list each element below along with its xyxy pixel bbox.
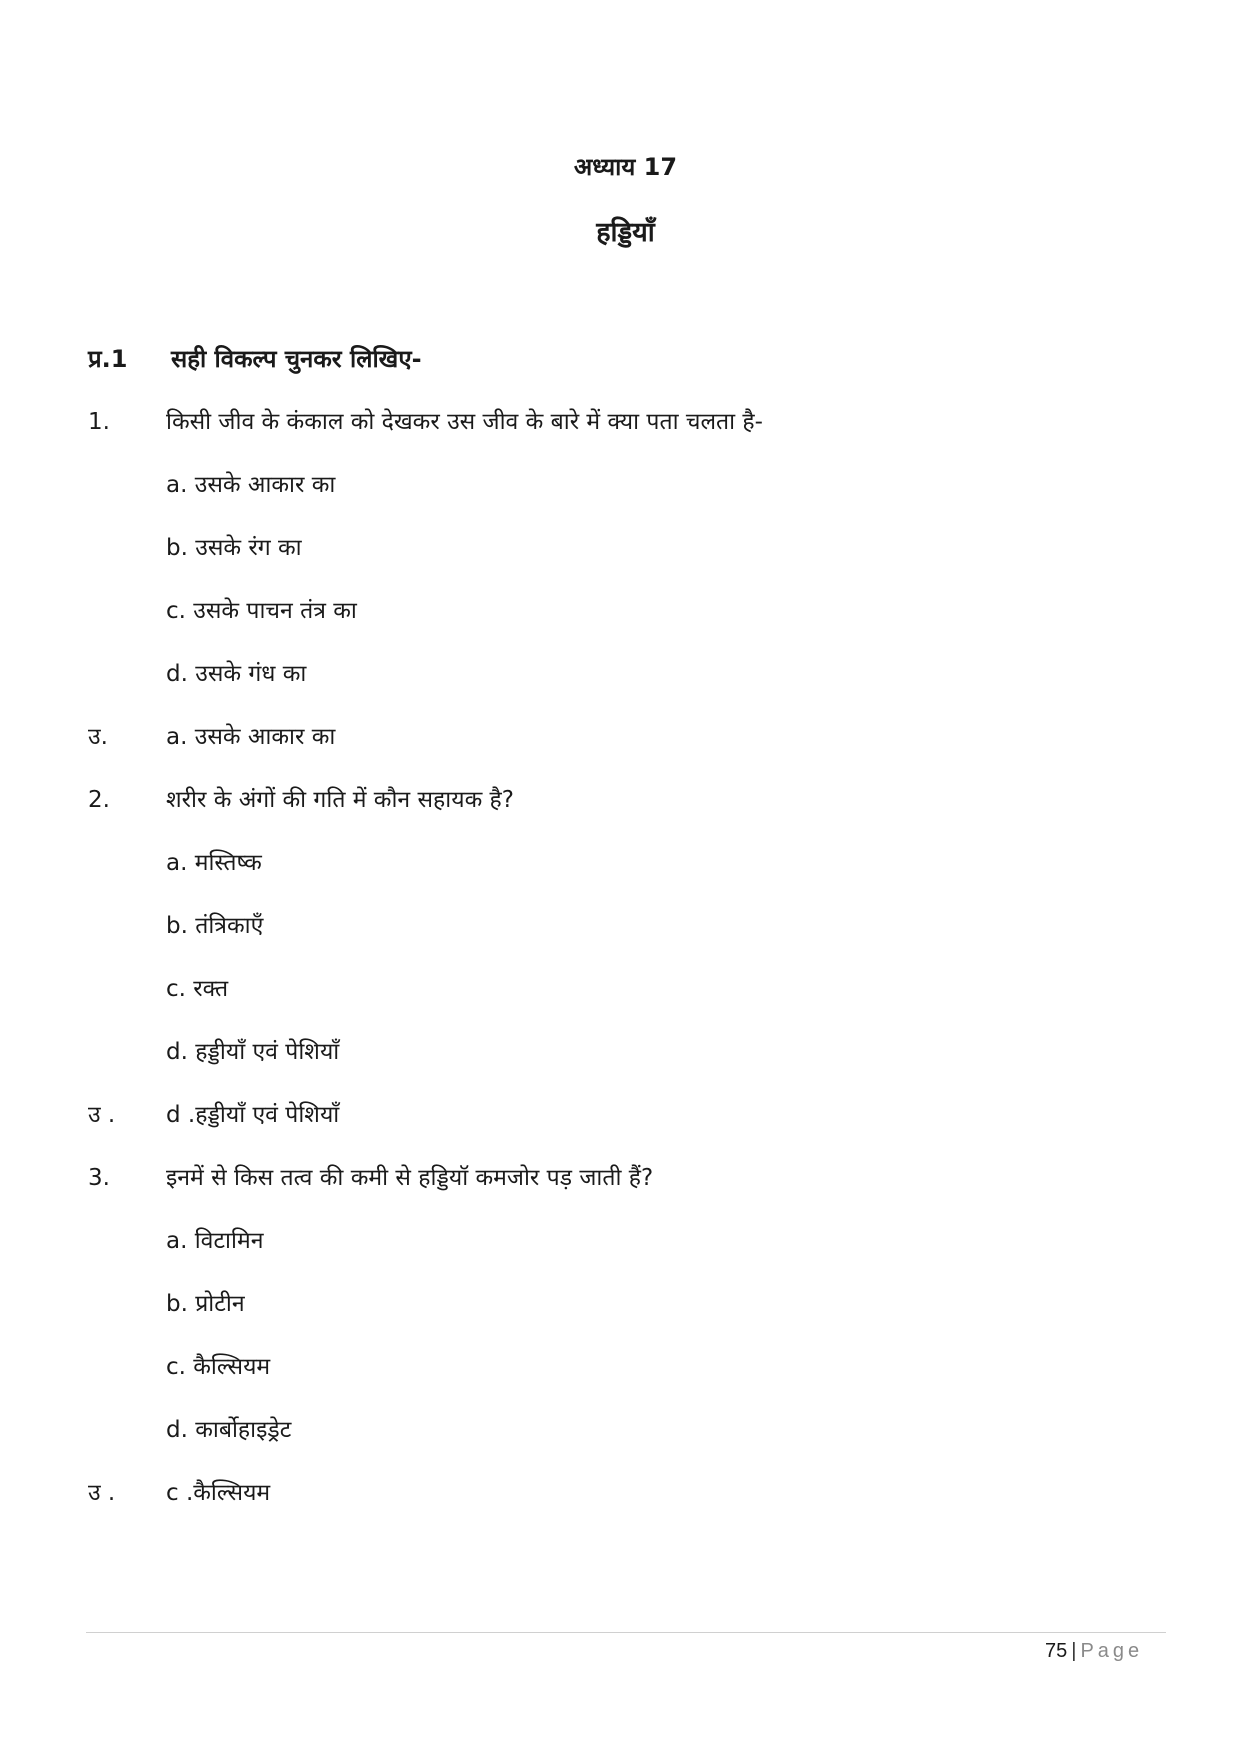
option-2a: a. मस्तिष्क (166, 850, 262, 876)
answer-text: a. उसके आकार का (166, 724, 336, 750)
option-3d: d. कार्बोहाइड्रेट (166, 1417, 292, 1443)
page-number: 75 (1045, 1640, 1068, 1662)
option-3a: a. विटामिन (166, 1228, 264, 1254)
answer-3 (88, 1475, 270, 1507)
page-footer (1045, 1640, 1143, 1663)
answer-text: c .कैल्सियम (166, 1480, 271, 1506)
page-word: Page (1080, 1640, 1144, 1662)
option-1d: d. उसके गंध का (166, 661, 307, 687)
question-1 (88, 404, 763, 436)
option-3b: b. प्रोटीन (166, 1291, 245, 1317)
answer-label: उ . (88, 1102, 116, 1128)
option-1c: c. उसके पाचन तंत्र का (166, 598, 357, 624)
question-2 (88, 782, 514, 814)
question-text: शरीर के अंगों की गति में कौन सहायक है? (166, 787, 514, 813)
option-1a: a. उसके आकार का (166, 472, 336, 498)
question-number: 2. (88, 787, 110, 813)
question-number: 3. (88, 1165, 110, 1191)
question-text: इनमें से किस तत्व की कमी से हड्डियॉ कमजोर पड़ जाती हैं? (166, 1165, 654, 1191)
section-heading (88, 342, 422, 375)
section-instruction: सही विकल्प चुनकर लिखिए- (171, 345, 422, 373)
footer-divider (86, 1632, 1166, 1633)
option-2d: d. हड्डीयाँ एवं पेशियाँ (166, 1039, 340, 1065)
chapter-heading: अध्याय 17 (573, 153, 678, 181)
answer-label: उ. (88, 724, 108, 750)
answer-2 (88, 1097, 339, 1129)
section-number: प्र.1 (88, 345, 128, 373)
answer-text: d .हड्डीयाँ एवं पेशियाँ (166, 1102, 340, 1128)
option-1b: b. उसके रंग का (166, 535, 302, 561)
page-title: हड्डियाँ (596, 217, 655, 248)
option-2b: b. तंत्रिकाएँ (166, 913, 264, 939)
question-text: किसी जीव के कंकाल को देखकर उस जीव के बारे में क्या पता चलता है- (166, 409, 763, 435)
answer-1 (88, 719, 335, 751)
question-number: 1. (88, 409, 110, 435)
option-2c: c. रक्त (166, 976, 229, 1002)
option-3c: c. कैल्सियम (166, 1354, 271, 1380)
answer-label: उ . (88, 1480, 116, 1506)
question-3 (88, 1160, 653, 1192)
footer-separator: | (1071, 1640, 1077, 1662)
